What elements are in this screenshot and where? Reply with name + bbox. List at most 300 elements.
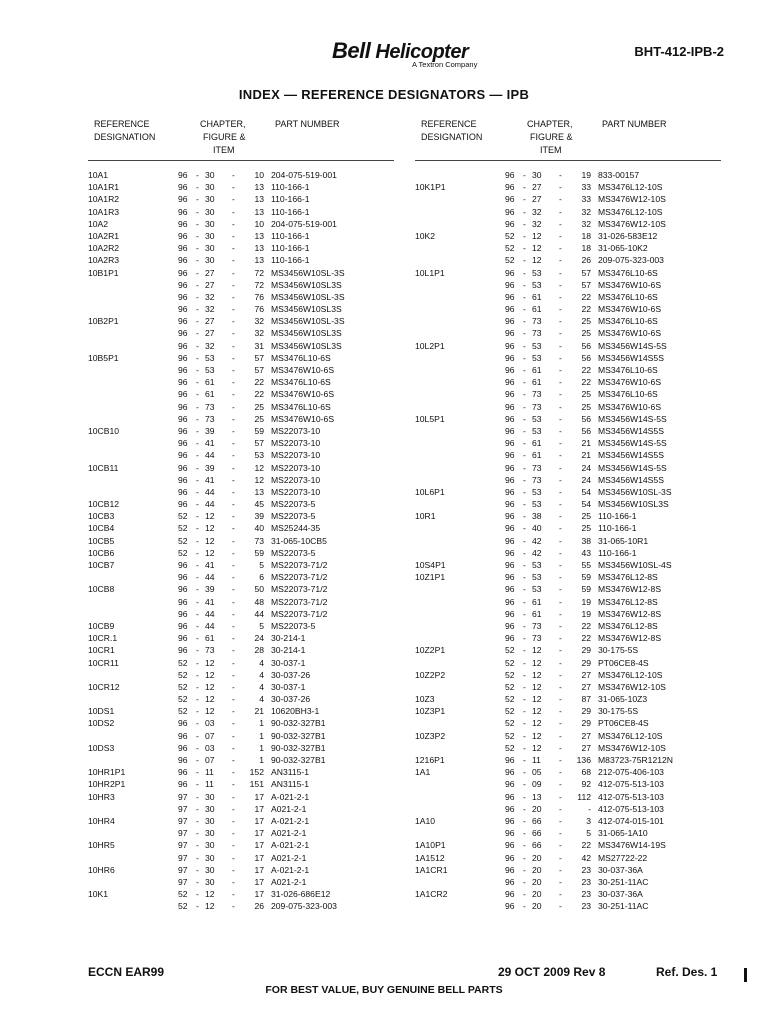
item-number: 13 bbox=[254, 230, 264, 241]
separator-dash: - bbox=[523, 669, 526, 680]
separator-dash: - bbox=[559, 535, 562, 546]
chapter: 96 bbox=[178, 279, 188, 290]
chapter: 96 bbox=[178, 767, 188, 778]
figure: 27 bbox=[205, 267, 215, 278]
reference-designation: 10L1P1 bbox=[415, 267, 445, 278]
separator-dash: - bbox=[232, 425, 235, 436]
chapter: 96 bbox=[505, 377, 515, 388]
separator-dash: - bbox=[196, 279, 199, 290]
separator-dash: - bbox=[196, 462, 199, 473]
separator-dash: - bbox=[196, 486, 199, 497]
separator-dash: - bbox=[232, 694, 235, 705]
separator-dash: - bbox=[523, 718, 526, 729]
chapter: 96 bbox=[178, 608, 188, 619]
part-number: MS22073-71/2 bbox=[271, 596, 328, 607]
part-number: MS3476W10-6S bbox=[598, 401, 662, 412]
item-number: 25 bbox=[581, 523, 591, 534]
item-number: 87 bbox=[581, 694, 591, 705]
item-number: 22 bbox=[581, 633, 591, 644]
chapter: 96 bbox=[505, 633, 515, 644]
reference-designation: 1A10P1 bbox=[415, 840, 446, 851]
separator-dash: - bbox=[559, 755, 562, 765]
reference-designation: 10A1R1 bbox=[88, 182, 120, 193]
chapter: 52 bbox=[505, 718, 515, 729]
chapter: 97 bbox=[178, 815, 188, 826]
item-number: 29 bbox=[581, 645, 591, 656]
chapter: 96 bbox=[505, 413, 515, 424]
separator-dash: - bbox=[232, 547, 235, 558]
chapter: 96 bbox=[178, 462, 188, 473]
part-number: MS3456W10SL3S bbox=[271, 279, 342, 290]
ref-header-line1: REFERENCE bbox=[421, 119, 477, 129]
ref-header-line2: DESIGNATION bbox=[94, 132, 156, 142]
chapter: 96 bbox=[505, 218, 515, 229]
item-number: 31 bbox=[254, 340, 264, 351]
separator-dash: - bbox=[232, 389, 235, 400]
separator-dash: - bbox=[196, 377, 199, 388]
figure: 27 bbox=[205, 316, 215, 327]
part-number: MS3476W10-6S bbox=[271, 365, 335, 375]
separator-dash: - bbox=[232, 706, 235, 717]
figure: 39 bbox=[205, 462, 215, 473]
separator-dash: - bbox=[523, 218, 526, 229]
separator-dash: - bbox=[232, 730, 235, 741]
part-number: A021-2-1 bbox=[271, 803, 307, 814]
separator-dash: - bbox=[559, 657, 562, 668]
separator-dash: - bbox=[232, 438, 235, 449]
separator-dash: - bbox=[232, 255, 235, 266]
item-number: 29 bbox=[581, 718, 591, 729]
chapter: 52 bbox=[505, 657, 515, 668]
separator-dash: - bbox=[196, 876, 199, 887]
chapter: 96 bbox=[505, 304, 515, 315]
part-number: 30-251-11AC bbox=[598, 876, 649, 887]
chapter-header-line1: CHAPTER, bbox=[200, 119, 246, 129]
item-number: 18 bbox=[581, 243, 591, 254]
item-number: 22 bbox=[581, 620, 591, 631]
part-number: MS25244-35 bbox=[271, 523, 321, 534]
reference-designation: 10A1 bbox=[88, 170, 109, 180]
item-number: 3 bbox=[586, 815, 591, 826]
separator-dash: - bbox=[523, 182, 526, 193]
separator-dash: - bbox=[523, 608, 526, 619]
reference-designation: 10CB6 bbox=[88, 547, 115, 558]
separator-dash: - bbox=[196, 316, 199, 327]
figure: 41 bbox=[205, 438, 215, 449]
part-number: MS3456W10SL3S bbox=[271, 340, 342, 351]
figure: 12 bbox=[205, 547, 215, 558]
item-number: 76 bbox=[254, 304, 264, 315]
logo-bell: Bell bbox=[332, 38, 371, 63]
figure: 53 bbox=[532, 560, 542, 570]
part-number: 110-166-1 bbox=[598, 547, 637, 558]
separator-dash: - bbox=[196, 669, 199, 680]
separator-dash: - bbox=[196, 413, 199, 424]
separator-dash: - bbox=[196, 828, 199, 839]
separator-dash: - bbox=[232, 852, 235, 863]
item-number: 23 bbox=[581, 889, 591, 900]
part-number: 30-037-36A bbox=[598, 889, 643, 900]
part-number: MS3456W10SL3S bbox=[271, 304, 342, 315]
chapter: 97 bbox=[178, 828, 188, 839]
chapter: 96 bbox=[178, 182, 188, 193]
part-number: MS3476L10-6S bbox=[598, 267, 658, 278]
figure: 05 bbox=[532, 767, 542, 778]
chapter: 96 bbox=[505, 389, 515, 400]
separator-dash: - bbox=[196, 596, 199, 607]
part-number: 30-037-26 bbox=[271, 694, 311, 705]
figure: 03 bbox=[205, 718, 215, 729]
separator-dash: - bbox=[523, 304, 526, 315]
figure: 30 bbox=[205, 182, 215, 193]
separator-dash: - bbox=[196, 425, 199, 436]
separator-dash: - bbox=[523, 377, 526, 388]
separator-dash: - bbox=[196, 474, 199, 485]
separator-dash: - bbox=[559, 889, 562, 900]
separator-dash: - bbox=[196, 547, 199, 558]
figure: 30 bbox=[205, 828, 215, 839]
part-number: MS3476L10-6S bbox=[271, 401, 331, 412]
figure: 61 bbox=[532, 291, 542, 302]
separator-dash: - bbox=[232, 206, 235, 217]
bell-helicopter-logo bbox=[332, 38, 492, 72]
separator-dash: - bbox=[196, 523, 199, 534]
separator-dash: - bbox=[196, 255, 199, 266]
separator-dash: - bbox=[523, 511, 526, 522]
item-number: 25 bbox=[581, 389, 591, 400]
separator-dash: - bbox=[523, 828, 526, 839]
item-number: 40 bbox=[254, 523, 264, 534]
part-number: MS3476W12-8S bbox=[598, 633, 662, 644]
chapter: 97 bbox=[178, 791, 188, 802]
reference-designation: 10A2 bbox=[88, 218, 109, 229]
item-number: 38 bbox=[581, 535, 591, 546]
part-number: MS22073-10 bbox=[271, 462, 321, 473]
part-number: MS3476W12-8S bbox=[598, 608, 662, 619]
figure: 53 bbox=[532, 584, 542, 595]
separator-dash: - bbox=[523, 340, 526, 351]
figure: 12 bbox=[205, 669, 215, 680]
separator-dash: - bbox=[232, 840, 235, 851]
separator-dash: - bbox=[232, 182, 235, 193]
item-number: 19 bbox=[581, 596, 591, 607]
separator-dash: - bbox=[196, 182, 199, 193]
separator-dash: - bbox=[523, 876, 526, 887]
item-number: 72 bbox=[254, 279, 264, 290]
part-number: MS3476L10-6S bbox=[598, 365, 658, 375]
figure: 32 bbox=[532, 218, 542, 229]
figure: 30 bbox=[205, 791, 215, 802]
chapter: 96 bbox=[178, 779, 188, 790]
separator-dash: - bbox=[232, 596, 235, 607]
separator-dash: - bbox=[523, 901, 526, 912]
item-number: 27 bbox=[581, 730, 591, 741]
reference-designation: 10CB8 bbox=[88, 584, 115, 595]
figure: 03 bbox=[205, 742, 215, 753]
reference-designation: 10A1R3 bbox=[88, 206, 120, 217]
part-number: 31-026-686E12 bbox=[271, 889, 331, 900]
chapter: 97 bbox=[178, 803, 188, 814]
chapter: 96 bbox=[178, 645, 188, 656]
separator-dash: - bbox=[559, 742, 562, 753]
separator-dash: - bbox=[523, 425, 526, 436]
change-bar bbox=[744, 968, 747, 982]
item-number: 19 bbox=[581, 608, 591, 619]
part-number: 30-037-1 bbox=[271, 657, 306, 668]
item-number: 6 bbox=[259, 572, 264, 583]
reference-designation: 10CB12 bbox=[88, 499, 120, 510]
chapter: 96 bbox=[178, 316, 188, 327]
separator-dash: - bbox=[523, 596, 526, 607]
separator-dash: - bbox=[559, 791, 562, 802]
chapter: 96 bbox=[505, 767, 515, 778]
part-number: MS3456W14S-5S bbox=[598, 462, 667, 473]
chapter: 96 bbox=[178, 340, 188, 351]
reference-designation: 10Z3P1 bbox=[415, 706, 446, 717]
part-number: MS3476L12-10S bbox=[598, 182, 663, 193]
separator-dash: - bbox=[559, 474, 562, 485]
item-number: 32 bbox=[254, 316, 264, 327]
chapter-header-line3: ITEM bbox=[540, 145, 562, 155]
item-number: 10 bbox=[254, 218, 264, 229]
item-number: 25 bbox=[581, 401, 591, 412]
part-number: MS3456W14S5S bbox=[598, 425, 664, 436]
figure: 30 bbox=[205, 170, 215, 180]
separator-dash: - bbox=[232, 267, 235, 278]
separator-dash: - bbox=[523, 779, 526, 790]
part-number: 31-026-583E12 bbox=[598, 230, 658, 241]
reference-designation: 10B5P1 bbox=[88, 352, 119, 363]
separator-dash: - bbox=[523, 864, 526, 875]
chapter: 96 bbox=[505, 572, 515, 583]
separator-dash: - bbox=[232, 889, 235, 900]
reference-designation: 10L6P1 bbox=[415, 486, 445, 497]
part-number: 31-065-1A10 bbox=[598, 828, 648, 839]
figure: 41 bbox=[205, 474, 215, 485]
part-number: MS3476W10-6S bbox=[271, 413, 335, 424]
part-number: MS3476W12-10S bbox=[598, 681, 666, 692]
chapter: 52 bbox=[505, 730, 515, 741]
reference-designation: 10CB9 bbox=[88, 620, 115, 631]
separator-dash: - bbox=[559, 389, 562, 400]
part-number: A-021-2-1 bbox=[271, 840, 310, 851]
separator-dash: - bbox=[559, 316, 562, 327]
chapter: 96 bbox=[505, 535, 515, 546]
part-number: 412-075-513-103 bbox=[598, 779, 664, 790]
figure: 20 bbox=[532, 852, 542, 863]
separator-dash: - bbox=[559, 718, 562, 729]
part-number: 30-251-11AC bbox=[598, 901, 649, 912]
figure: 53 bbox=[532, 267, 542, 278]
chapter: 96 bbox=[178, 450, 188, 461]
item-number: 50 bbox=[254, 584, 264, 595]
figure: 61 bbox=[532, 608, 542, 619]
separator-dash: - bbox=[523, 803, 526, 814]
chapter: 96 bbox=[505, 267, 515, 278]
separator-dash: - bbox=[523, 328, 526, 339]
item-number: 56 bbox=[581, 352, 591, 363]
item-number: 17 bbox=[254, 840, 264, 851]
date-revision: 29 OCT 2009 Rev 8 bbox=[498, 965, 606, 979]
part-number: PT06CE8-4S bbox=[598, 718, 649, 729]
part-number: MS22073-71/2 bbox=[271, 608, 328, 619]
chapter: 96 bbox=[505, 803, 515, 814]
separator-dash: - bbox=[523, 279, 526, 290]
part-number: MS3456W14S5S bbox=[598, 474, 664, 485]
chapter: 96 bbox=[178, 243, 188, 254]
chapter: 96 bbox=[505, 291, 515, 302]
part-number: MS3456W14S-5S bbox=[598, 413, 667, 424]
chapter: 96 bbox=[178, 474, 188, 485]
figure: 73 bbox=[532, 389, 542, 400]
separator-dash: - bbox=[559, 815, 562, 826]
part-number: MS3456W10SL-4S bbox=[598, 560, 672, 570]
item-number: 112 bbox=[577, 791, 591, 802]
separator-dash: - bbox=[232, 718, 235, 729]
separator-dash: - bbox=[559, 401, 562, 412]
chapter: 52 bbox=[178, 535, 188, 546]
chapter: 96 bbox=[505, 182, 515, 193]
item-number: 22 bbox=[254, 377, 264, 388]
separator-dash: - bbox=[232, 803, 235, 814]
chapter: 96 bbox=[178, 755, 188, 765]
part-number: MS3456W10SL-3S bbox=[271, 316, 345, 327]
part-number: MS3476W12-10S bbox=[598, 194, 666, 205]
figure: 53 bbox=[532, 486, 542, 497]
item-number: - bbox=[588, 803, 591, 814]
separator-dash: - bbox=[523, 243, 526, 254]
part-number: MS22073-5 bbox=[271, 499, 316, 510]
separator-dash: - bbox=[559, 608, 562, 619]
separator-dash: - bbox=[232, 243, 235, 254]
chapter: 96 bbox=[505, 864, 515, 875]
separator-dash: - bbox=[559, 511, 562, 522]
chapter: 96 bbox=[505, 791, 515, 802]
separator-dash: - bbox=[559, 425, 562, 436]
separator-dash: - bbox=[232, 742, 235, 753]
separator-dash: - bbox=[559, 706, 562, 717]
separator-dash: - bbox=[232, 474, 235, 485]
part-number: 10620BH3-1 bbox=[271, 706, 320, 717]
reference-designation: 10K2 bbox=[415, 230, 436, 241]
separator-dash: - bbox=[232, 560, 235, 570]
part-number: 412-075-513-103 bbox=[598, 803, 664, 814]
chapter: 96 bbox=[505, 340, 515, 351]
chapter: 96 bbox=[178, 365, 188, 375]
separator-dash: - bbox=[232, 450, 235, 461]
right-column bbox=[415, 116, 735, 912]
part-number: 209-075-323-003 bbox=[598, 255, 664, 266]
chapter: 96 bbox=[178, 596, 188, 607]
ref-header-line2: DESIGNATION bbox=[421, 132, 483, 142]
figure: 07 bbox=[205, 755, 215, 765]
separator-dash: - bbox=[232, 779, 235, 790]
chapter: 96 bbox=[178, 230, 188, 241]
figure: 30 bbox=[205, 852, 215, 863]
chapter: 96 bbox=[505, 901, 515, 912]
item-number: 4 bbox=[259, 681, 264, 692]
chapter-header-line2: FIGURE & bbox=[530, 132, 573, 142]
separator-dash: - bbox=[523, 742, 526, 753]
chapter: 52 bbox=[505, 694, 515, 705]
part-number: MS3476W12-10S bbox=[598, 218, 666, 229]
separator-dash: - bbox=[232, 340, 235, 351]
chapter: 96 bbox=[505, 316, 515, 327]
figure: 61 bbox=[532, 365, 542, 375]
part-number: MS3476W10-6S bbox=[598, 304, 662, 315]
chapter: 52 bbox=[505, 706, 515, 717]
figure: 20 bbox=[532, 864, 542, 875]
logo-helicopter: Helicopter bbox=[375, 41, 469, 63]
item-number: 57 bbox=[581, 267, 591, 278]
item-number: 26 bbox=[581, 255, 591, 266]
part-number: PT06CE8-4S bbox=[598, 657, 649, 668]
separator-dash: - bbox=[232, 901, 235, 912]
part-number: 90-032-327B1 bbox=[271, 730, 326, 741]
reference-designation: 10CB5 bbox=[88, 535, 115, 546]
figure: 07 bbox=[205, 730, 215, 741]
page-title: INDEX — REFERENCE DESIGNATORS — IPB bbox=[238, 87, 530, 102]
reference-designation: 1A1CR1 bbox=[415, 864, 448, 875]
separator-dash: - bbox=[196, 742, 199, 753]
separator-dash: - bbox=[559, 620, 562, 631]
separator-dash: - bbox=[196, 815, 199, 826]
separator-dash: - bbox=[559, 584, 562, 595]
item-number: 22 bbox=[581, 377, 591, 388]
separator-dash: - bbox=[196, 560, 199, 570]
separator-dash: - bbox=[523, 889, 526, 900]
part-number: 209-075-323-003 bbox=[271, 901, 337, 912]
reference-designation: 10Z2P1 bbox=[415, 645, 446, 656]
separator-dash: - bbox=[196, 767, 199, 778]
chapter: 52 bbox=[505, 243, 515, 254]
separator-dash: - bbox=[232, 170, 235, 180]
figure: 30 bbox=[205, 218, 215, 229]
reference-designation: 10CR12 bbox=[88, 681, 120, 692]
chapter: 96 bbox=[178, 718, 188, 729]
figure: 44 bbox=[205, 608, 215, 619]
separator-dash: - bbox=[196, 852, 199, 863]
part-number: MS3456W10SL-3S bbox=[598, 486, 672, 497]
figure: 73 bbox=[532, 474, 542, 485]
figure: 12 bbox=[532, 681, 542, 692]
chapter: 96 bbox=[505, 499, 515, 510]
figure: 66 bbox=[532, 840, 542, 851]
figure: 61 bbox=[532, 596, 542, 607]
separator-dash: - bbox=[559, 328, 562, 339]
chapter: 96 bbox=[505, 852, 515, 863]
chapter: 96 bbox=[505, 889, 515, 900]
reference-designation: 10HR2P1 bbox=[88, 779, 126, 790]
chapter: 96 bbox=[505, 486, 515, 497]
figure: 39 bbox=[205, 425, 215, 436]
chapter: 97 bbox=[178, 876, 188, 887]
reference-designation: 10CB4 bbox=[88, 523, 115, 534]
part-number: 204-075-519-001 bbox=[271, 218, 337, 229]
reference-designation: 10A1R2 bbox=[88, 194, 120, 205]
item-number: 22 bbox=[581, 365, 591, 375]
separator-dash: - bbox=[232, 316, 235, 327]
separator-dash: - bbox=[559, 694, 562, 705]
separator-dash: - bbox=[523, 462, 526, 473]
chapter: 96 bbox=[178, 560, 188, 570]
separator-dash: - bbox=[523, 572, 526, 583]
chapter: 96 bbox=[505, 840, 515, 851]
column-header bbox=[415, 116, 735, 158]
chapter: 52 bbox=[505, 742, 515, 753]
item-number: 39 bbox=[254, 511, 264, 522]
separator-dash: - bbox=[196, 340, 199, 351]
